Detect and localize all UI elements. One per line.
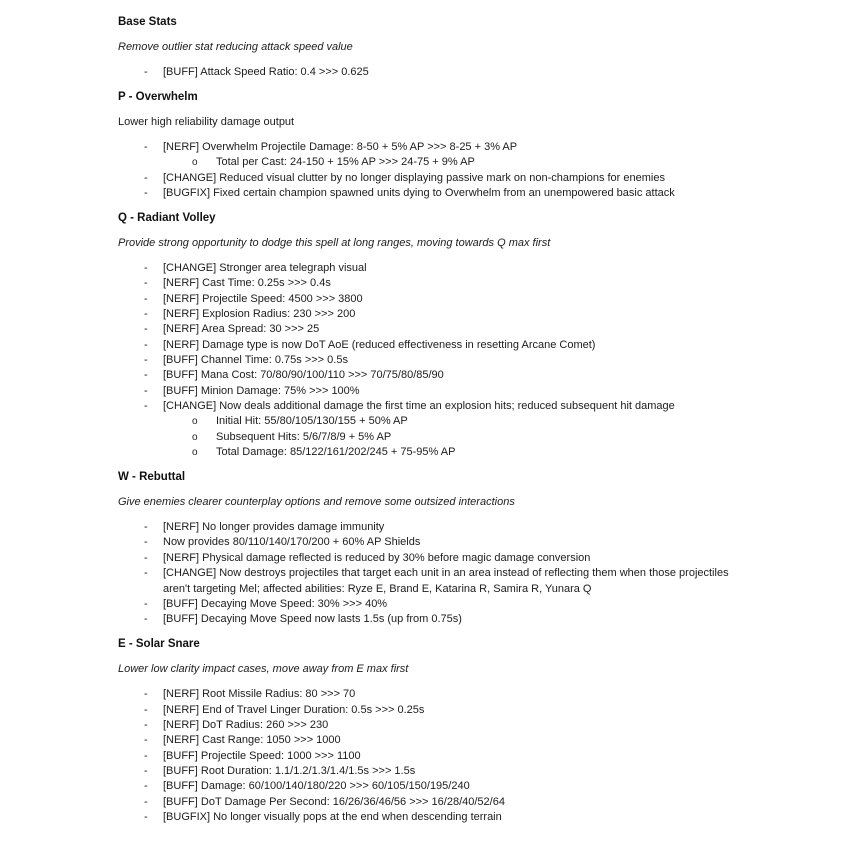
- bullet-item: [118, 612, 740, 627]
- bullet-item: [118, 65, 740, 80]
- section-bullet-list: [118, 520, 740, 627]
- bullet-text: [BUFF] Channel Time: 0.75s >>> 0.5s: [163, 354, 348, 367]
- bullet-text: [NERF] Cast Range: 1050 >>> 1000: [163, 734, 341, 747]
- bullet-text: [BUGFIX] No longer visually pops at the end when descending terrain: [163, 810, 502, 823]
- bullet-item: [118, 566, 740, 597]
- dash-bullet-marker: -: [144, 369, 148, 382]
- document-content: [118, 15, 740, 825]
- bullet-text: [NERF] Physical damage reflected is reduced by 30% before magic damage conversion: [163, 551, 591, 564]
- bullet-item: [118, 795, 740, 810]
- bullet-item: [118, 292, 740, 307]
- bullet-text: Now provides 80/110/140/170/200 + 60% AP Shields: [163, 536, 421, 549]
- dash-bullet-marker: -: [144, 354, 148, 367]
- bullet-item: [118, 276, 740, 291]
- dash-bullet-marker: -: [144, 597, 148, 610]
- bullet-text: [BUFF] DoT Damage Per Second: 16/26/36/46/56 >>> 16/28/40/52/64: [163, 795, 505, 808]
- bullet-item: [118, 186, 740, 201]
- bullet-item: [118, 445, 740, 460]
- dash-bullet-marker: -: [144, 795, 148, 808]
- bullet-text: [CHANGE] Stronger area telegraph visual: [163, 262, 367, 274]
- bullet-item: [118, 307, 740, 322]
- bullet-item: [118, 353, 740, 368]
- circle-bullet-marker: o: [192, 431, 198, 443]
- bullet-item: [118, 520, 740, 535]
- bullet-item: [118, 535, 740, 550]
- bullet-text: Total Damage: 85/122/161/202/245 + 75-95% AP: [216, 446, 456, 459]
- dash-bullet-marker: -: [144, 277, 148, 290]
- bullet-item: [118, 749, 740, 764]
- bullet-item: [118, 171, 740, 186]
- bullet-text: Initial Hit: 55/80/105/130/155 + 50% AP: [216, 415, 408, 428]
- dash-bullet-marker: -: [144, 384, 148, 397]
- bullet-text: [BUFF] Decaying Move Speed now lasts 1.5s (up from 0.75s): [163, 613, 462, 626]
- bullet-item: [118, 338, 740, 353]
- dash-bullet-marker: -: [144, 187, 148, 199]
- bullet-text: [NERF] Projectile Speed: 4500 >>> 3800: [163, 292, 363, 305]
- bullet-text: [NERF] Overwhelm Projectile Damage: 8-50 + 5% AP >>> 8-25 + 3% AP: [163, 140, 518, 153]
- document-page: [118, 15, 740, 835]
- bullet-text: [BUGFIX] Fixed certain champion spawned units dying to Overwhelm from an unempowered basic attack: [163, 187, 675, 199]
- bullet-text: [BUFF] Decaying Move Speed: 30% >>> 40%: [163, 597, 388, 610]
- section-dev-note: Lower low clarity impact cases, move away from E max first: [118, 663, 409, 676]
- bullet-text: [NERF] Explosion Radius: 230 >>> 200: [163, 308, 356, 321]
- section-bullet-list: [118, 140, 740, 201]
- bullet-text: [NERF] Cast Time: 0.25s >>> 0.4s: [163, 277, 331, 290]
- bullet-item: [118, 764, 740, 779]
- section-bullet-list: [118, 65, 740, 80]
- dash-bullet-marker: -: [144, 292, 148, 305]
- bullet-item: [118, 597, 740, 612]
- bullet-text: [BUFF] Damage: 60/100/140/180/220 >>> 60/105/150/195/240: [163, 780, 470, 793]
- bullet-item: [118, 414, 740, 429]
- bullet-text: [NERF] DoT Radius: 260 >>> 230: [163, 718, 329, 731]
- dash-bullet-marker: -: [144, 536, 148, 549]
- bullet-text: [NERF] Root Missile Radius: 80 >>> 70: [163, 688, 356, 701]
- circle-bullet-marker: o: [192, 157, 198, 169]
- dash-bullet-marker: -: [144, 338, 148, 351]
- bullet-item: [118, 368, 740, 383]
- bullet-text: [CHANGE] Reduced visual clutter by no longer displaying passive mark on non-champions for enemies: [163, 171, 665, 184]
- bullet-text: [BUFF] Minion Damage: 75% >>> 100%: [163, 384, 360, 397]
- circle-bullet-marker: o: [192, 447, 198, 459]
- dash-bullet-marker: -: [144, 780, 148, 793]
- section-heading: Base Stats: [118, 16, 177, 28]
- bullet-text: Total per Cast: 24-150 + 15% AP >>> 24-75 + 9% AP: [216, 156, 475, 169]
- dash-bullet-marker: -: [144, 613, 148, 626]
- section-heading: P - Overwhelm: [118, 91, 198, 103]
- bullet-item: [118, 140, 740, 155]
- dash-bullet-marker: -: [144, 171, 148, 184]
- bullet-item: [118, 718, 740, 733]
- dash-bullet-marker: -: [144, 521, 148, 534]
- bullet-item: [118, 155, 740, 170]
- bullet-text: [BUFF] Mana Cost: 70/80/90/100/110 >>> 70/75/80/85/90: [163, 369, 444, 382]
- bullet-text: [BUFF] Root Duration: 1.1/1.2/1.3/1.4/1.5s >>> 1.5s: [163, 764, 416, 777]
- bullet-item: [118, 322, 740, 337]
- bullet-text: [NERF] No longer provides damage immunity: [163, 521, 385, 534]
- bullet-item: [118, 779, 740, 794]
- dash-bullet-marker: -: [144, 718, 148, 731]
- bullet-text: [CHANGE] Now deals additional damage the first time an explosion hits; reduced subsequent hit damage: [163, 400, 675, 413]
- bullet-text: Subsequent Hits: 5/6/7/8/9 + 5% AP: [216, 430, 392, 443]
- bullet-text: [NERF] End of Travel Linger Duration: 0.5s >>> 0.25s: [163, 703, 425, 716]
- dash-bullet-marker: -: [144, 400, 148, 413]
- dash-bullet-marker: -: [144, 810, 148, 823]
- bullet-item: [118, 430, 740, 445]
- dash-bullet-marker: -: [144, 734, 148, 747]
- dash-bullet-marker: -: [144, 308, 148, 321]
- bullet-item: [118, 384, 740, 399]
- section-heading: E - Solar Snare: [118, 638, 200, 651]
- circle-bullet-marker: o: [192, 416, 198, 428]
- bullet-text: [BUFF] Projectile Speed: 1000 >>> 1100: [163, 749, 361, 762]
- dash-bullet-marker: -: [144, 262, 148, 274]
- dash-bullet-marker: -: [144, 551, 148, 564]
- bullet-item: [118, 261, 740, 276]
- bullet-item: [118, 399, 740, 414]
- bullet-text: [NERF] Area Spread: 30 >>> 25: [163, 323, 320, 336]
- dash-bullet-marker: -: [144, 140, 148, 153]
- dash-bullet-marker: -: [144, 567, 148, 580]
- dash-bullet-marker: -: [144, 764, 148, 777]
- dash-bullet-marker: -: [144, 749, 148, 762]
- bullet-item: [118, 733, 740, 748]
- section-dev-note: Lower high reliability damage output: [118, 115, 295, 128]
- section-heading: W - Rebuttal: [118, 471, 186, 484]
- dash-bullet-marker: -: [144, 688, 148, 701]
- bullet-item: [118, 810, 740, 825]
- bullet-text: [NERF] Damage type is now DoT AoE (reduced effectiveness in resetting Arcane Comet): [163, 338, 596, 351]
- section-heading: Q - Radiant Volley: [118, 212, 216, 225]
- dash-bullet-marker: -: [144, 65, 148, 78]
- bullet-item: [118, 551, 740, 566]
- bullet-text: [CHANGE] Now destroys projectiles that target each unit in an area instead of reflecting them when those projectiles aren't targeting Mel; affected abilities: Ryze E, Brand E, Katarina R, Samira R, Yunara Q: [163, 567, 729, 595]
- section-bullet-list: [118, 261, 740, 460]
- bullet-item: [118, 703, 740, 718]
- bullet-item: [118, 687, 740, 702]
- section-dev-note: Remove outlier stat reducing attack speed value: [118, 40, 353, 53]
- bullet-text: [BUFF] Attack Speed Ratio: 0.4 >>> 0.625: [163, 65, 369, 78]
- dash-bullet-marker: -: [144, 703, 148, 716]
- section-dev-note: Give enemies clearer counterplay options and remove some outsized interactions: [118, 496, 515, 509]
- section-bullet-list: [118, 687, 740, 825]
- dash-bullet-marker: -: [144, 323, 148, 336]
- section-dev-note: Provide strong opportunity to dodge this spell at long ranges, moving towards Q max first: [118, 237, 551, 250]
